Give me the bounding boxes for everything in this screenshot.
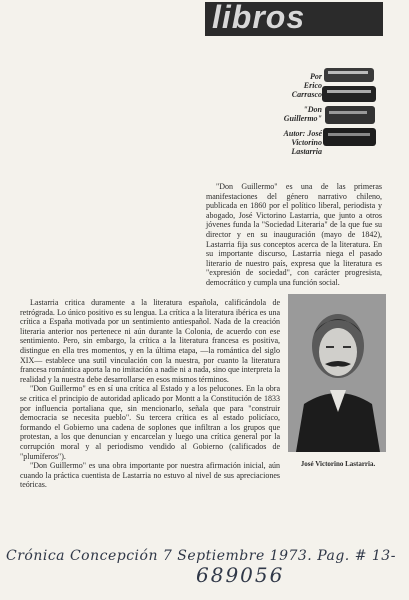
credit-line: Erico	[303, 81, 322, 90]
handwritten-line: Crónica Concepción 7 Septiembre 1973. Pag. # 13-	[6, 548, 396, 564]
author-portrait	[288, 294, 386, 452]
credit-line: Lastarria	[291, 147, 322, 156]
article-credits	[250, 72, 322, 156]
body-paragraph: "Don Guillermo" es una obra importante por nuestra afirmación inicial, aún cuando la práctica cuentista de Lastarria no estuvo al nivel de sus apreciaciones teóricas.	[20, 461, 280, 490]
body-paragraph: Lastarria critica duramente a la literatura española, calificándola de retrógrada. Lo único positivo es su lengua. La crítica a la literatura ibérica es una crítica a España motivada por un sentimiento antiespañol. Nada de la creación literaria anterior nos pertenece ni aún durante la Colonia, de acuerdo con ese sentimiento. Pero, sin embargo, la crítica a la literatura francesa es positiva, distingue en ella tres momentos, y en la última etapa, —la romántica del siglo XIX— establece una sutil vinculación con la nuestra, por cuanto la literatura francesa romántica aporta la no imitación a nadie ni a nada, sino que interpreta la realidad y la nuestra debe desarrollarse en esos mismos términos.	[20, 298, 280, 384]
credit-line: Victorino	[291, 138, 322, 147]
handwritten-line: 689056	[196, 563, 285, 587]
photo-caption: José Victorino Lastarria.	[300, 460, 376, 468]
intro-paragraph: "Don Guillermo" es una de las primeras manifestaciones del género narrativo chileno, publicada en 1860 por el político liberal, periodista y abogado, José Victorino Lastarria, que junto a otros jóvenes funda la "Sociedad Literaria" de la que fue su director y en su inauguración (mayo de 1842), Lastarria fija sus conceptos acerca de la literatura. En su importante discurso, Lastarria niega el pasado literario de nuestro país, expresa que la literatura es "expresión de sociedad", con carácter progresista, democrático y cumpla una función social.	[206, 182, 382, 287]
credit-line: "Don	[303, 105, 322, 114]
credit-line: Por	[310, 72, 322, 81]
books-illustration	[322, 64, 378, 150]
credit-line: Autor: José	[283, 129, 322, 138]
section-title: libros	[212, 0, 306, 35]
handwritten-annotation	[6, 548, 406, 586]
main-column	[20, 298, 280, 490]
credit-line: Carrasco	[291, 90, 322, 99]
body-paragraph: "Don Guillermo" es en sí una crítica al Estado y a los pelucones. En la obra se critica el principio de autoridad aplicado por Montt a la Constitución de 1833 por influencia portaliana que, sin mencionarlo, señala que para "construir democracia se necesita pueblo". Su tercera crítica es al estado policíaco, formando el Gobierno una cadena de soplones que infiltran a los grupos que protestan, a los que denuncian y encarcelan y luego una crítica general por la corrupción moral y al periodismo vendido al Gobierno (calificados de "plumíferos").	[20, 384, 280, 461]
credit-line: Guillermo"	[283, 114, 322, 123]
intro-column	[206, 182, 382, 288]
